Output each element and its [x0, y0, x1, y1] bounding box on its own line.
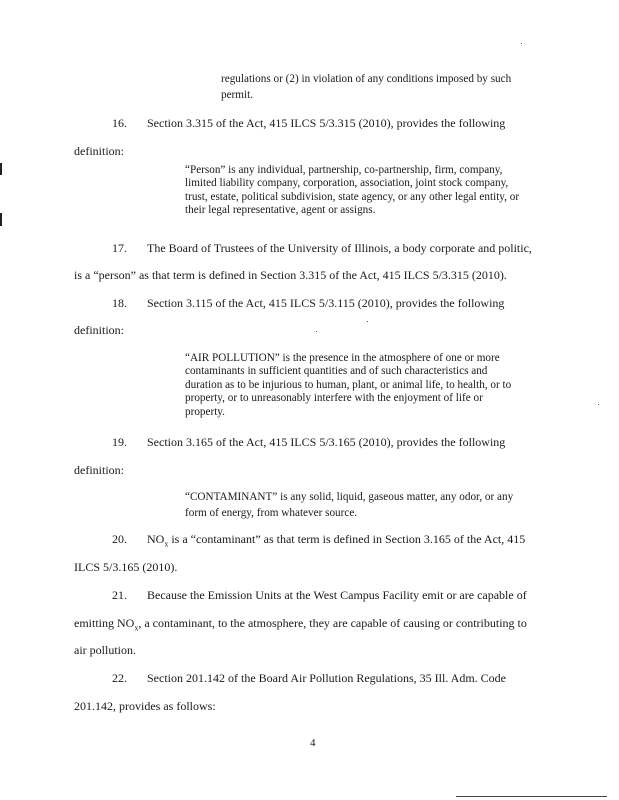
paragraph-19-continuation: definition:: [74, 463, 124, 477]
quote-line: “Person” is any individual, partnership, co-partnership, firm, company,: [185, 164, 503, 176]
paragraph-18-continuation: definition:: [74, 323, 124, 337]
scan-speck: [367, 321, 368, 322]
scan-speck: [521, 43, 522, 44]
scan-speck: [316, 331, 317, 332]
paragraph-18-text: Section 3.115 of the Act, 415 ILCS 5/3.115 (2010), provides the following: [147, 296, 505, 310]
paragraph-20-continuation: ILCS 5/3.165 (2010).: [74, 560, 178, 574]
quote-line: property, or to unreasonably interfere with the enjoyment of life or: [185, 392, 483, 405]
paragraph-19-number: 19.: [112, 435, 127, 449]
paragraph-22-text: Section 201.142 of the Board Air Pollution Regulations, 35 Ill. Adm. Code: [147, 671, 506, 685]
quote-line: trust, estate, political subdivision, state agency, or any other legal entity, or: [185, 190, 520, 203]
paragraph-20-number: 20.: [112, 532, 127, 546]
quote-line: duration as to be injurious to human, plant, or animal life, to health, or to: [185, 378, 512, 391]
paragraph-18-number: 18.: [112, 296, 127, 310]
quote-contaminant-definition: [185, 491, 513, 521]
quote-line: their legal representative, agent or assigns.: [185, 204, 376, 217]
subscript: x: [164, 539, 169, 549]
paragraph-22-continuation: 201.142, provides as follows:: [74, 699, 216, 713]
quote-person-definition: [185, 164, 519, 218]
quote-continuation: [221, 73, 511, 103]
paragraph-17-continuation: is a “person” as that term is defined in Section 3.315 of the Act, 415 ILCS 5/3.315 (2010).: [74, 268, 507, 282]
quote-line: regulations or (2) in violation of any conditions imposed by such: [221, 73, 512, 85]
paragraph-16-number: 16.: [112, 116, 127, 130]
paragraph-17-number: 17.: [112, 241, 127, 255]
quote-line: “CONTAMINANT” is any solid, liquid, gaseous matter, any odor, or any: [185, 491, 514, 503]
quote-line: “AIR POLLUTION” is the presence in the atmosphere of one or more: [185, 352, 500, 364]
paragraph-16-text: Section 3.315 of the Act, 415 ILCS 5/3.315 (2010), provides the following: [147, 116, 506, 130]
text-fragment: is a “contaminant” as that term is defined in Section 3.165 of the Act, 415: [168, 532, 526, 546]
paragraph-21-text: Because the Emission Units at the West Campus Facility emit or are capable of: [147, 588, 527, 602]
quote-line: property.: [185, 405, 225, 418]
quote-air-pollution-definition: [185, 352, 511, 419]
quote-line: form of energy, from whatever source.: [185, 507, 358, 520]
paragraph-22-number: 22.: [112, 671, 127, 685]
paragraph-19-text: Section 3.165 of the Act, 415 ILCS 5/3.165 (2010), provides the following: [147, 435, 506, 449]
scan-speck: [598, 404, 599, 405]
paragraph-16-continuation: definition:: [74, 144, 124, 158]
paragraph-21-number: 21.: [112, 588, 127, 602]
paragraph-21-continuation: [74, 617, 527, 634]
page-number: 4: [310, 737, 316, 749]
paragraph-21-continuation-2: air pollution.: [74, 643, 136, 657]
quote-line: limited liability company, corporation, association, joint stock company,: [185, 177, 509, 190]
scan-margin-mark: [0, 163, 2, 175]
scan-bottom-line: [456, 796, 607, 797]
text-fragment: , a contaminant, to the atmosphere, they are capable of causing or contributing to: [138, 616, 527, 630]
quote-line: contaminants in sufficient quantities and of such characteristics and: [185, 365, 488, 378]
subscript: x: [134, 623, 139, 633]
paragraph-17-text: The Board of Trustees of the University of Illinois, a body corporate and politic,: [147, 241, 532, 255]
quote-line: permit.: [221, 89, 254, 102]
scan-margin-mark: [0, 213, 2, 226]
text-fragment: emitting NO: [74, 616, 135, 630]
text-fragment: NO: [147, 532, 165, 546]
paragraph-20-text: [147, 533, 525, 550]
